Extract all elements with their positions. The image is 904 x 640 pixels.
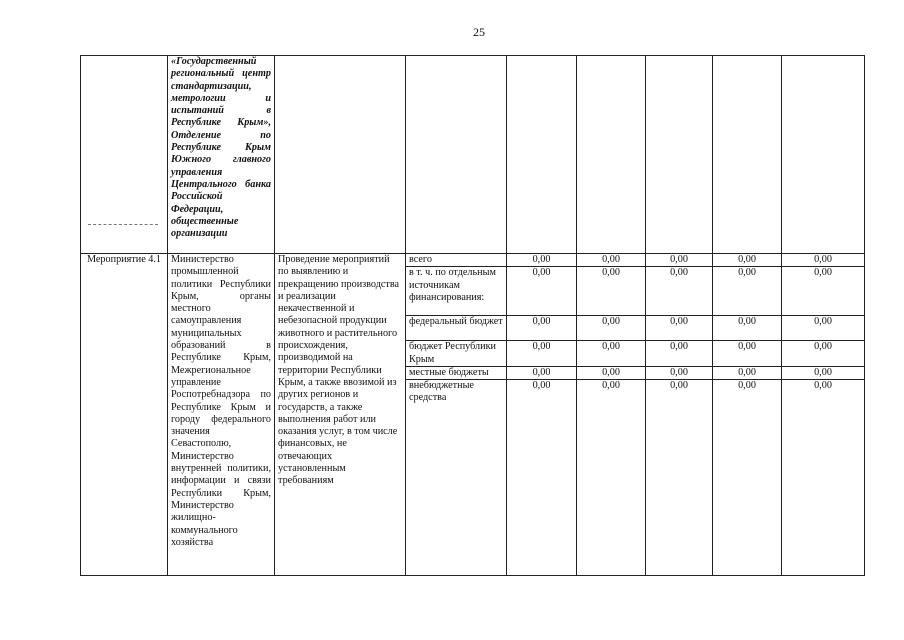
value-cell: 0,00 [507, 254, 577, 267]
value-cell: 0,00 [782, 316, 865, 341]
value-cell: 0,00 [782, 341, 865, 367]
value-cell: 0,00 [507, 267, 577, 316]
budget-table [80, 55, 865, 576]
value-cell-empty [507, 56, 577, 254]
value-cell: 0,00 [646, 267, 713, 316]
value-cell: 0,00 [577, 254, 646, 267]
description-cell: Проведение мероприятий по выявлению и прекращению производства и реализации некачественной и небезопасной продукции животного и растительного происхождения, производимой на территории Республики Крым, а также ввозимой из других регионов и государств, а также выполнения работ или оказания услуг, в том числе финансовых, не отвечающих установленным требованиям [275, 254, 406, 576]
value-cell: 0,00 [507, 316, 577, 341]
dashed-mark [88, 224, 158, 225]
value-cell: 0,00 [646, 341, 713, 367]
description-cell-empty [275, 56, 406, 254]
value-cell-empty [713, 56, 782, 254]
value-cell: 0,00 [782, 380, 865, 576]
value-cell: 0,00 [577, 316, 646, 341]
source-label: в т. ч. по отдельным источникам финансирования: [406, 267, 507, 316]
source-label: местные бюджеты [406, 366, 507, 379]
source-cell-empty [406, 56, 507, 254]
value-cell-empty [577, 56, 646, 254]
value-cell: 0,00 [713, 366, 782, 379]
value-cell: 0,00 [507, 380, 577, 576]
source-label: всего [406, 254, 507, 267]
value-cell: 0,00 [577, 267, 646, 316]
value-cell: 0,00 [782, 267, 865, 316]
table-row-continuation [81, 56, 865, 254]
value-cell: 0,00 [713, 380, 782, 576]
value-cell: 0,00 [646, 316, 713, 341]
executor-cell: «Государственный региональный центр стандартизации, метрологии и испытаний в Республике Крым», Отделение по Республике Крым Южного главного управления Центрального банка Российской Федерации, общественные организации [168, 56, 275, 254]
value-cell-empty [782, 56, 865, 254]
value-cell: 0,00 [713, 267, 782, 316]
executor-cell: Министерство промышленной политики Республики Крым, органы местного самоуправления муниципальных образований в Республике Крым, Межрегиональное управление Роспотребнадзора по Республике Крым и городу федерального значения Севастополю, Министерство внутренней политики, информации и связи Республики Крым, Министерство жилищно-коммунального хозяйства [168, 254, 275, 576]
value-cell: 0,00 [646, 254, 713, 267]
value-cell: 0,00 [577, 341, 646, 367]
value-cell: 0,00 [713, 316, 782, 341]
source-label: бюджет Республики Крым [406, 341, 507, 367]
value-cell: 0,00 [507, 341, 577, 367]
value-cell: 0,00 [713, 254, 782, 267]
value-cell: 0,00 [646, 380, 713, 576]
value-cell: 0,00 [713, 341, 782, 367]
event-cell: Мероприятие 4.1 [81, 254, 168, 576]
value-cell: 0,00 [577, 366, 646, 379]
value-cell-empty [646, 56, 713, 254]
value-cell: 0,00 [646, 366, 713, 379]
value-cell: 0,00 [782, 254, 865, 267]
source-label: федеральный бюджет [406, 316, 507, 341]
page-number: 25 [473, 25, 485, 39]
source-label: внебюджетные средства [406, 380, 507, 576]
value-cell: 0,00 [507, 366, 577, 379]
table-row-source [81, 254, 865, 267]
value-cell: 0,00 [577, 380, 646, 576]
value-cell: 0,00 [782, 366, 865, 379]
